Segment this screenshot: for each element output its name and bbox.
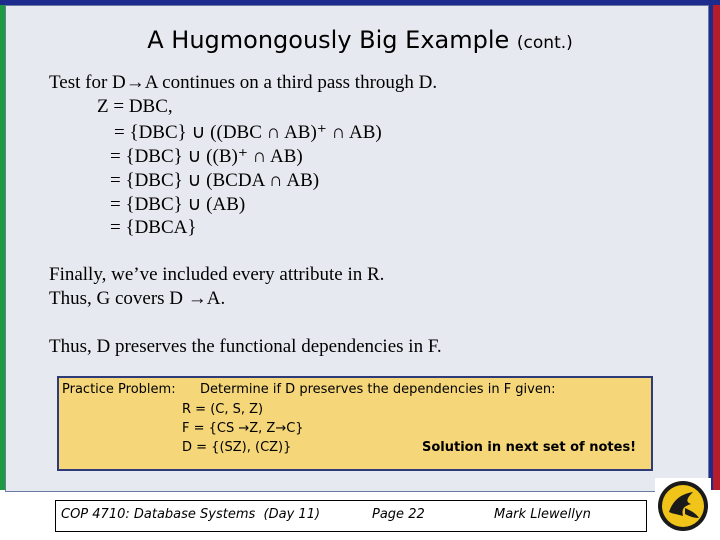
body-line-6: = {DBC} ∪ (AB)	[110, 194, 246, 215]
practice-label: Practice Problem:	[62, 382, 176, 397]
footer-course: COP 4710: Database Systems (Day 11)	[61, 507, 321, 522]
practice-decomposition: D = {(SZ), (CZ)}	[182, 440, 292, 455]
right-border-bar-outer	[713, 0, 720, 490]
body-line-10: Thus, D preserves the functional dependencies in F.	[49, 336, 442, 357]
footer-author: Mark Llewellyn	[494, 507, 591, 522]
title-suffix: (cont.)	[516, 33, 573, 53]
slide-title	[0, 26, 720, 54]
practice-question: Determine if D preserves the dependencies in F given:	[200, 382, 556, 397]
title-main: A Hugmongously Big Example	[147, 26, 510, 54]
practice-solution-note: Solution in next set of notes!	[422, 440, 637, 455]
body-line-2: Z = DBC,	[97, 96, 173, 117]
body-line-5: = {DBC} ∪ (BCDA ∩ AB)	[110, 170, 320, 191]
body-line-3: = {DBC} ∪ ((DBC ∩ AB)⁺ ∩ AB)	[114, 122, 382, 143]
practice-fd-set: F = {CS →Z, Z→C}	[182, 421, 304, 436]
body-line-4: = {DBC} ∪ ((B)⁺ ∩ AB)	[110, 146, 303, 167]
body-line-7: = {DBCA}	[110, 217, 197, 238]
practice-relation: R = (C, S, Z)	[182, 402, 264, 417]
practice-problem-box	[57, 376, 653, 471]
body-line-1: Test for D→A continues on a third pass through D.	[49, 72, 438, 93]
body-line-9: Thus, G covers D →A.	[49, 288, 226, 309]
footer-page-number: Page 22	[372, 507, 425, 522]
body-line-8: Finally, we’ve included every attribute in R.	[49, 264, 385, 285]
ucf-pegasus-logo	[655, 478, 711, 534]
footer-bar	[55, 500, 647, 532]
